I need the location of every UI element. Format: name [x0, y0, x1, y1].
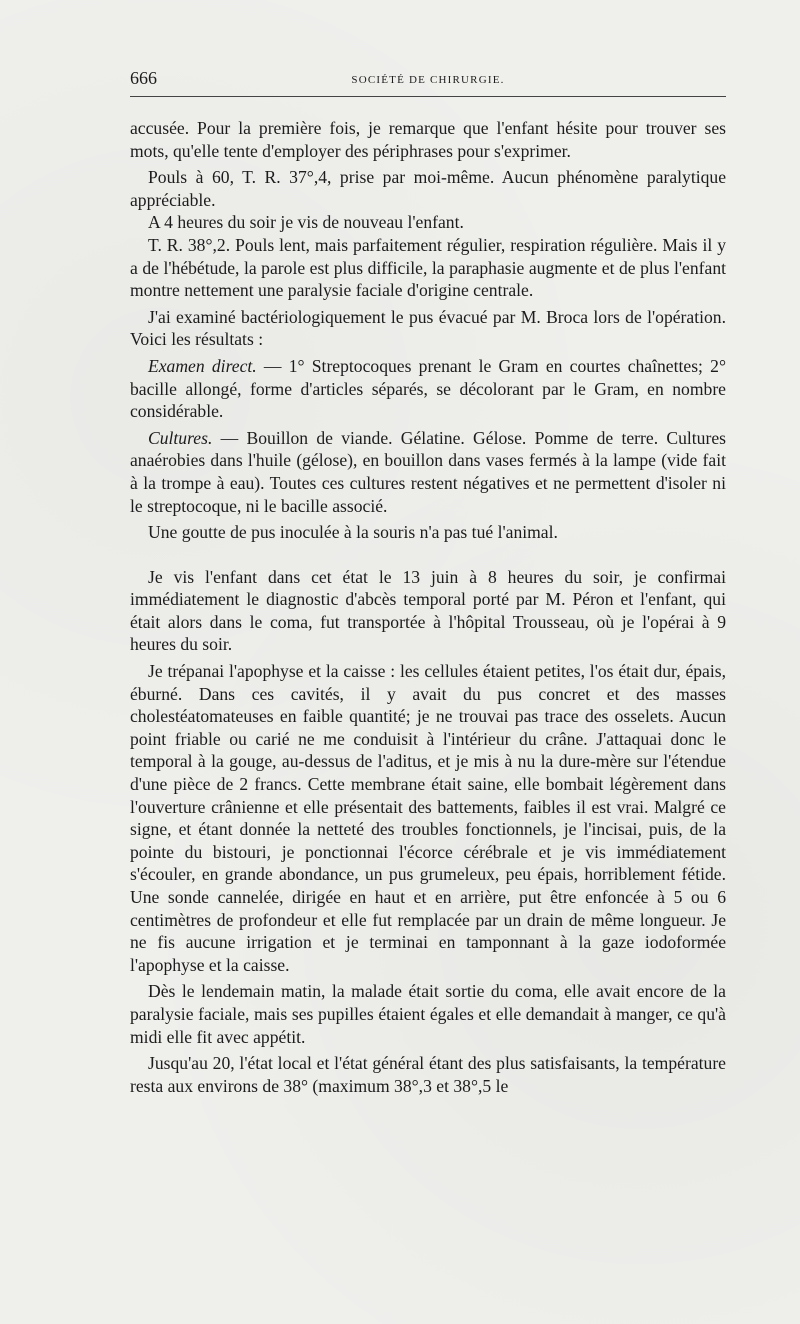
paragraph: Une goutte de pus inoculée à la souris n'a pas tué l'animal. [148, 522, 558, 543]
section-label: Cultures. [148, 427, 213, 448]
page-number: 666 [130, 68, 157, 88]
paragraph-continuation: accusée. Pour la première fois, je remarque que l'enfant hésite pour trouver ses mots, qu'elle tente d'employer des périphrases pour s'exprimer. [130, 118, 726, 161]
paragraph: J'ai examiné bactériologiquement le pus évacué par M. Broca lors de l'opération. Voici les résultats : [130, 306, 726, 350]
paragraph: Dès le lendemain matin, la malade était sortie du coma, elle avait encore de la paralysie faciale, mais ses pupilles étaient égales et elle demandait à manger, ce qu'à midi elle fit avec appétit. [130, 981, 726, 1047]
paragraph: Je trépanai l'apophyse et la caisse : les cellules étaient petites, l'os était dur, épais, éburné. Dans ces cavités, il y avait du pus concret et des masses cholestéatomateuses en faible quantité; je ne trouvai pas trace des osselets. Aucun point friable ou carié ne me conduisit à l'intérieur du crâne. J'attaquai donc le temporal à la gouge, au-dessus de l'aditus, et je mis à nu la dure-mère sur l'étendue d'une pièce de 2 francs. Cette membrane était saine, elle bombait légèrement dans l'ouverture crânienne et elle présentait des battements, faibles il est vrai. Malgré ce signe, et étant donnée la netteté des troubles fonctionnels, je l'incisai, puis, de la pointe du bistouri, je ponctionnai l'écorce cérébrale et je vis immédiatement s'écouler, en grande abondance, un pus grumeleux, peu épais, horriblement fétide. Une sonde cannelée, dirigée en haut et en arrière, put être enfoncée à 5 ou 6 centimètres de profondeur et elle fut remplacée par un drain de même longueur. Je ne fis aucune irrigation et je terminai en tamponnant à la gaze iodoformée l'apophyse et la caisse. [130, 661, 726, 975]
paragraph: T. R. 38°,2. Pouls lent, mais parfaitement régulier, respiration régulière. Mais il y a de l'hébétude, la parole est plus difficile, la paraphasie augmente et de plus l'enfant montre nettement une paralysie faciale d'origine centrale. [130, 234, 726, 301]
section-label: Examen direct. [148, 355, 257, 376]
paragraph: Je vis l'enfant dans cet état le 13 juin à 8 heures du soir, je confirmai immédiatement le diagnostic d'abcès temporal porté par M. Péron et l'enfant, qui était alors dans le coma, fut transportée à l'hôpital Trousseau, où je l'opérai à 9 heures du soir. [130, 566, 726, 655]
body-text [130, 117, 726, 1097]
paragraph-cultures [130, 427, 726, 517]
paragraph: Jusqu'au 20, l'état local et l'état général étant des plus satisfaisants, la température resta aux environs de 38° (maximum 38°,3 et 38°,5 le [130, 1053, 726, 1096]
running-title: SOCIÉTÉ DE CHIRURGIE. [351, 74, 505, 86]
paragraph: Pouls à 60, T. R. 37°,4, prise par moi-même. Aucun phénomène paralytique appréciable. [130, 167, 726, 210]
paragraph-examen-direct [130, 355, 726, 423]
section-text: — Bouillon de viande. Gélatine. Gélose. Pomme de terre. Cultures anaérobies dans l'huile (gélose), en bouillon dans vases fermés à la lampe (vide fait à la trompe à eau). Toutes ces cultures restent négatives et ne permettent d'isoler ni le streptocoque, ni le bacille associé. [130, 427, 726, 516]
paragraph: A 4 heures du soir je vis de nouveau l'enfant. [148, 212, 464, 233]
document-page [130, 60, 726, 1097]
section-text: — 1° Streptocoques prenant le Gram en courtes chaînettes; 2° bacille allongé, forme d'articles séparés, se décolorant par le Gram, en nombre considérable. [130, 355, 726, 422]
page-header [130, 60, 726, 97]
